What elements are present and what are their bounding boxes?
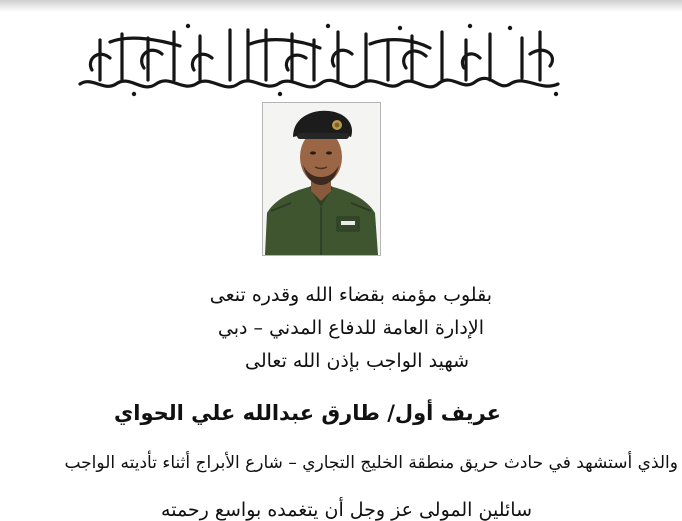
top-shadow-bar	[0, 0, 682, 12]
department-line: الإدارة العامة للدفاع المدني – دبي	[217, 317, 484, 339]
martyr-name: عريف أول/ طارق عبدالله علي الحواي	[114, 401, 501, 425]
martyr-line: شهيد الواجب بإذن الله تعالى	[244, 350, 469, 372]
quran-verse-calligraphy	[70, 14, 570, 102]
prayer-line: سائلين المولى عز وجل أن يتغمده بواسع رحمته	[161, 499, 532, 521]
incident-description: والذي أستشهد في حادث حريق منطقة الخليج التجاري – شارع الأبراج أثناء تأديته الواجب	[64, 453, 678, 473]
portrait-illustration	[263, 103, 380, 255]
martyr-photo	[262, 102, 381, 256]
announcement-line-1: بقلوب مؤمنه بقضاء الله وقدره تنعى	[209, 284, 492, 306]
calligraphy-artwork	[70, 14, 570, 102]
